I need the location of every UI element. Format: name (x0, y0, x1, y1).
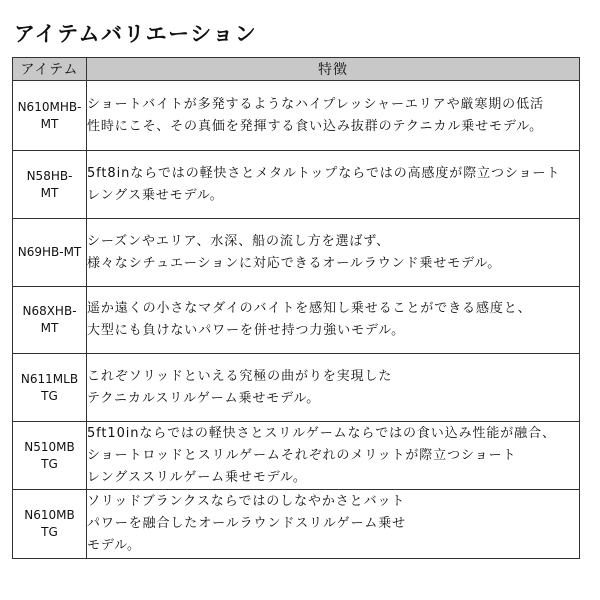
table-row (13, 151, 580, 219)
page-title: アイテムバリエーション (14, 22, 258, 46)
item-code-line: MT (40, 116, 59, 131)
item-code-line: TG (41, 456, 58, 471)
item-code-cell (13, 422, 87, 490)
feature-cell (87, 287, 580, 354)
item-code-cell (13, 490, 87, 559)
feature-line: シーズンやエリア、水深、船の流し方を選ばず、 (87, 233, 391, 249)
item-code-line: N68XHB- (22, 304, 77, 318)
feature-line: 5ft8inならではの軽快さとメタルトップならではの高感度が際立つショート (87, 165, 561, 181)
table-row (13, 490, 580, 559)
feature-line: 遥か遠くの小さなマダイのバイトを感知し乗せることができる感度と、 (87, 301, 532, 316)
feature-cell (87, 490, 580, 559)
item-variation-table (12, 57, 580, 559)
feature-cell (87, 219, 580, 287)
feature-line: パワーを融合したオールラウンドスリルゲーム乗せ (87, 516, 407, 531)
feature-line: ソリッドブランクスならではのしなやかさとバット (87, 494, 406, 509)
feature-cell (87, 151, 580, 219)
item-code-line: TG (41, 525, 58, 539)
feature-line: レングス乗せモデル。 (87, 187, 224, 203)
feature-cell (87, 354, 580, 422)
feature-cell (87, 422, 580, 490)
item-code-line: MT (40, 185, 59, 200)
item-code-line: N58HB- (26, 168, 73, 183)
item-code-line: N69HB-MT (17, 245, 82, 259)
item-code-line: N610MB (24, 508, 75, 522)
feature-line: ショートバイトが多発するようなハイプレッシャーエリアや厳寒期の低活 (87, 96, 544, 112)
item-code-cell (13, 151, 87, 219)
feature-line: 大型にも負けないパワーを併せ持つ力強いモデル。 (87, 323, 406, 338)
feature-line: レングススリルゲーム乗せモデル。 (87, 469, 307, 485)
table-row (13, 219, 580, 287)
table-header-row (13, 58, 580, 81)
item-code-line: N610MHB- (17, 99, 82, 114)
item-code-cell (13, 219, 87, 287)
item-code-cell (13, 287, 87, 354)
item-code-line: N510MB (24, 439, 75, 454)
table-row (13, 81, 580, 151)
feature-line: テクニカルスリルゲーム乗せモデル。 (87, 390, 321, 406)
column-header-item: アイテム (13, 58, 87, 81)
feature-line: モデル。 (87, 538, 141, 553)
item-code-cell (13, 81, 87, 151)
feature-line: これぞソリッドといえる究極の曲がりを実現した (87, 368, 393, 384)
table-row (13, 422, 580, 490)
feature-cell (87, 81, 580, 151)
item-code-line: MT (40, 321, 59, 335)
item-code-line: TG (41, 388, 58, 403)
feature-line: 5ft10inならではの軽快さとスリルゲームならではの食い込み性能が融合、 (87, 425, 556, 441)
feature-line: 様々なシチュエーションに対応できるオールラウンド乗せモデル。 (87, 255, 502, 271)
column-header-feature: 特徴 (87, 58, 580, 81)
feature-line: ショートロッドとスリルゲームそれぞれのメリットが際立つショート (87, 447, 517, 463)
table-row (13, 354, 580, 422)
item-code-cell (13, 354, 87, 422)
item-code-line: N611MLB (20, 371, 79, 386)
feature-line: 性時にこそ、その真価を発揮する食い込み抜群のテクニカル乗せモデル。 (87, 118, 543, 134)
table-row (13, 287, 580, 354)
